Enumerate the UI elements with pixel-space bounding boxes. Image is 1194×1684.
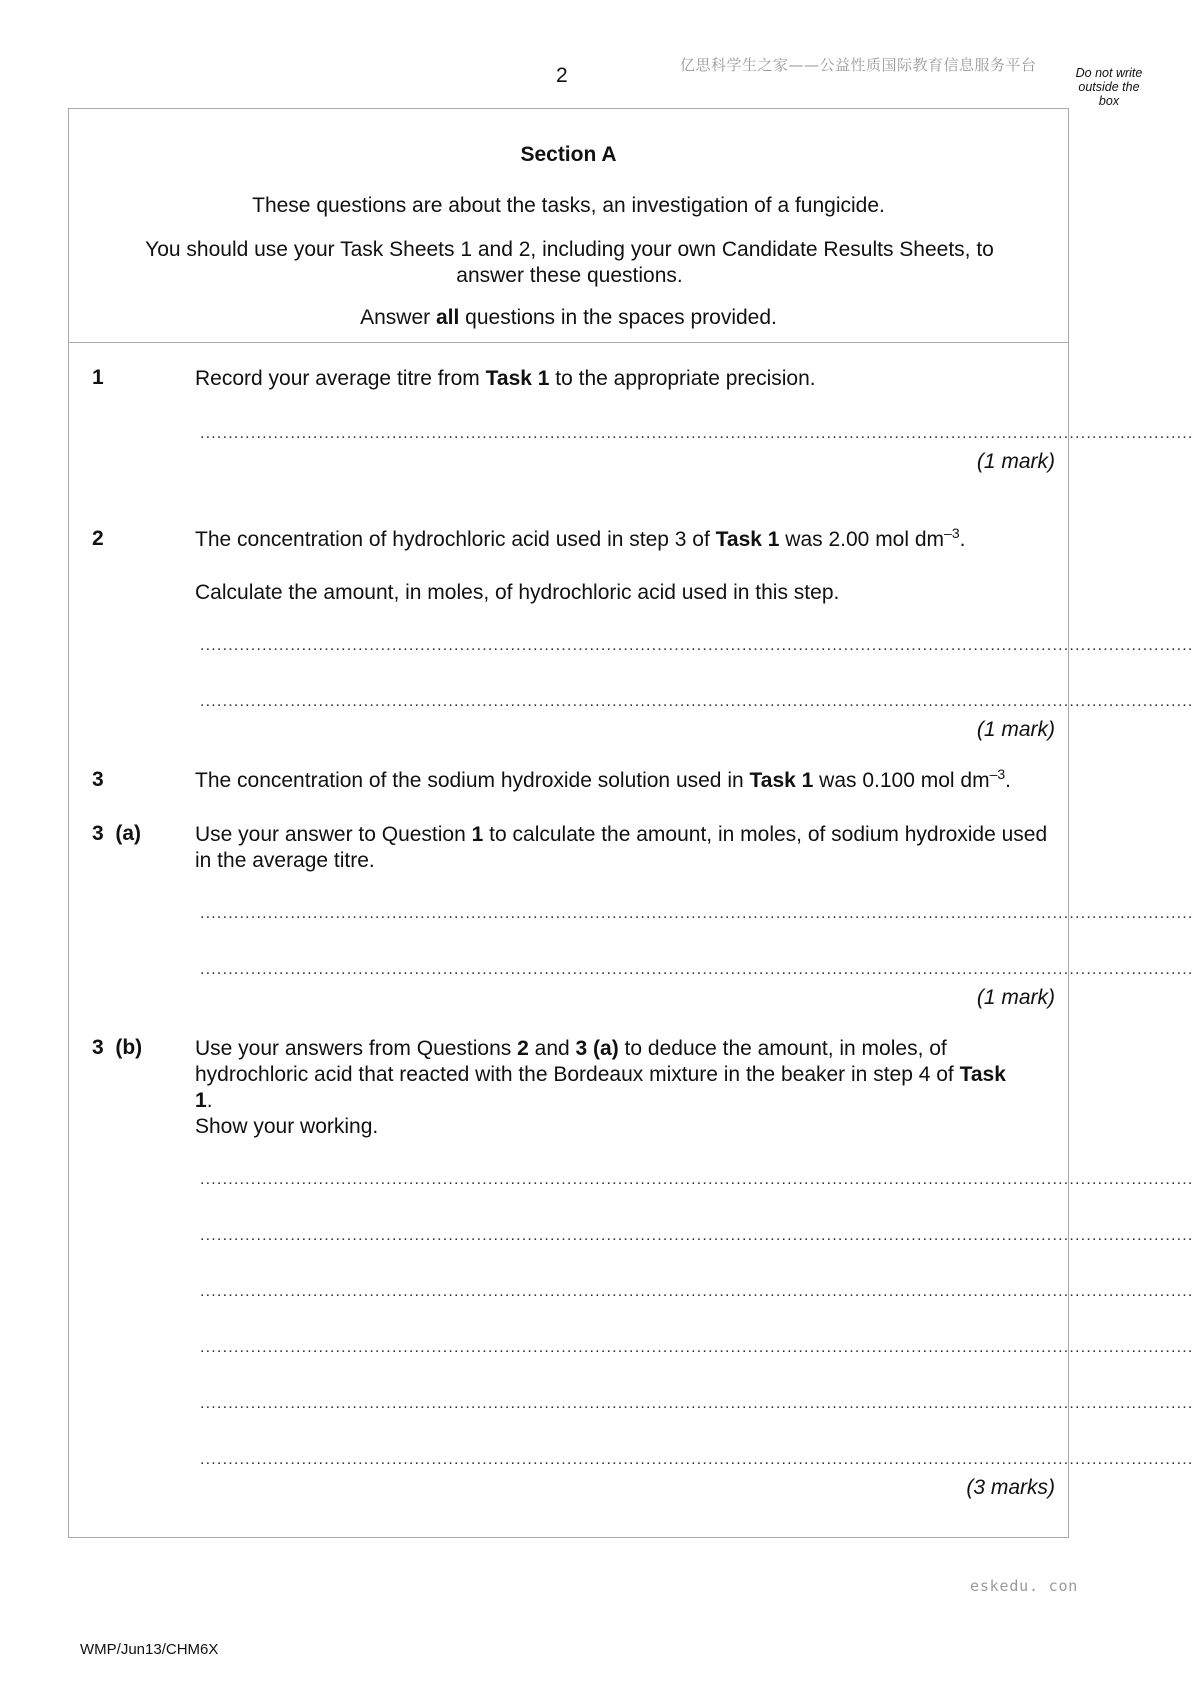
question-2-number: 2: [92, 527, 104, 550]
section-title: Section A: [520, 143, 617, 166]
answer-line[interactable]: ................................................................................................................................................................................: [200, 1395, 1194, 1412]
question-1-text: Record your average titre from Task 1 to the appropriate precision.: [195, 367, 816, 390]
question-3b-number: 3 (b): [92, 1036, 143, 1059]
question-3-text: The concentration of the sodium hydroxide solution used in Task 1 was 0.100 mol $dm^{-3}$.: [195, 766, 1012, 792]
question-2-mark: (1 mark): [976, 718, 1055, 741]
question-3a-number: 3 (a): [92, 822, 142, 845]
margin-note: [1066, 66, 1152, 108]
answer-line[interactable]: ................................................................................................................................................................................: [200, 1451, 1194, 1468]
question-3a-text: Use your answer to Question 1 to calculate the amount, in moles, of sodium hydroxide used in the average titre.: [195, 823, 1048, 872]
section-instructions: You should use your Task Sheets 1 and 2, including your own Candidate Results Sheets, to answer these questions.: [145, 238, 994, 287]
question-1-number: 1: [92, 366, 104, 389]
answer-line[interactable]: ................................................................................................................................................................................: [200, 425, 1194, 442]
answer-line[interactable]: ................................................................................................................................................................................: [200, 961, 1194, 978]
answer-line[interactable]: ................................................................................................................................................................................: [200, 1171, 1194, 1188]
question-3b-instruction: Show your working.: [195, 1115, 379, 1138]
answer-line[interactable]: ................................................................................................................................................................................: [200, 1283, 1194, 1300]
section-header: [69, 109, 1068, 343]
question-3a-mark: (1 mark): [976, 986, 1055, 1009]
section-intro: These questions are about the tasks, an investigation of a fungicide.: [252, 194, 885, 217]
question-3b-text: Use your answers from Questions 2 and 3 (a) to deduce the amount, in moles, of hydrochloric acid that reacted with the Bordeaux mixture in the beaker in step 4 of Task 1.: [195, 1037, 1006, 1112]
answer-line[interactable]: ................................................................................................................................................................................: [200, 1339, 1194, 1356]
answer-line[interactable]: ................................................................................................................................................................................: [200, 905, 1194, 922]
question-2-instruction: Calculate the amount, in moles, of hydrochloric acid used in this step.: [195, 581, 840, 604]
question-3-number: 3: [92, 768, 104, 791]
paper-code: WMP/Jun13/CHM6X: [80, 1641, 219, 1658]
margin-note-line: Do not write: [1075, 66, 1143, 80]
margin-note-line: outside the: [1078, 80, 1140, 94]
answer-instruction: Answer all questions in the spaces provided.: [360, 306, 777, 329]
question-1-mark: (1 mark): [976, 450, 1055, 473]
watermark-footer: eskedu. con: [970, 1577, 1079, 1595]
question-2-text: The concentration of hydrochloric acid used in step 3 of Task 1 was 2.00 mol $dm^{-3}$.: [195, 525, 966, 551]
watermark-header: 亿思科学生之家——公益性质国际教育信息服务平台: [680, 56, 1037, 74]
question-3b-mark: (3 marks): [966, 1476, 1055, 1499]
margin-note-line: box: [1098, 94, 1120, 108]
page-number: 2: [556, 64, 568, 87]
answer-line[interactable]: ................................................................................................................................................................................: [200, 637, 1194, 654]
answer-line[interactable]: ................................................................................................................................................................................: [200, 693, 1194, 710]
answer-line[interactable]: ................................................................................................................................................................................: [200, 1227, 1194, 1244]
